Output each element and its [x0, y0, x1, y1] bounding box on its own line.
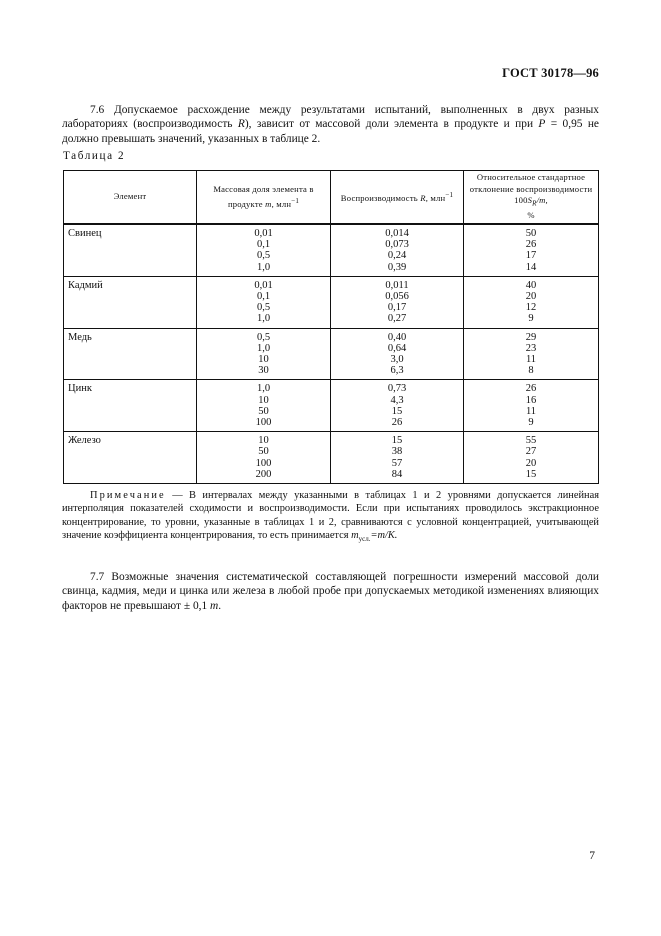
mass-value: 1,0	[256, 261, 271, 273]
cell-repro	[331, 432, 464, 484]
cell-mass	[197, 432, 331, 484]
header-mass-fraction-unit: , млн	[271, 198, 292, 209]
repro-value: 26	[391, 417, 403, 429]
cell-repro	[331, 224, 464, 276]
rsd-value: 16	[525, 394, 537, 406]
cell-rsd	[464, 432, 599, 484]
table-row	[64, 276, 599, 328]
repro-value: 15	[391, 435, 403, 447]
mass-value: 1,0	[256, 313, 271, 325]
mass-value: 50	[258, 446, 269, 458]
table-row	[64, 224, 599, 276]
cell-element: Медь	[64, 328, 197, 380]
repro-value: 38	[391, 446, 403, 458]
cell-repro	[331, 276, 464, 328]
symbol-R: R	[237, 118, 245, 131]
rsd-value: 11	[525, 354, 537, 366]
cell-rsd	[464, 380, 599, 432]
header-mass-fraction	[197, 171, 331, 225]
mass-value: 30	[258, 365, 269, 377]
rsd-value: 27	[525, 446, 537, 458]
symbol-P: P	[538, 118, 546, 131]
header-relative-std	[464, 171, 599, 225]
header-relative-std-unit: %	[527, 210, 535, 221]
rsd-value: 11	[525, 405, 537, 417]
table-row	[64, 328, 599, 380]
table-caption: Таблица 2	[63, 150, 126, 162]
repro-value: 0,73	[387, 383, 407, 395]
mass-value: 0,01	[254, 228, 273, 239]
header-mass-fraction-text: Массовая доля элемента в продукте	[213, 184, 314, 209]
cell-rsd	[464, 224, 599, 276]
symbol-m: m	[210, 599, 219, 612]
mass-value: 1,0	[256, 342, 271, 354]
note-formula-sub: усл.	[358, 535, 371, 544]
mass-value: 0,1	[256, 291, 271, 303]
mass-value: 10	[258, 354, 269, 366]
repro-value: 0,40	[387, 331, 407, 343]
mass-value: 0,01	[254, 279, 273, 291]
repro-value: 57	[391, 457, 403, 469]
repro-value: 0,64	[387, 342, 407, 354]
table-2	[63, 170, 599, 484]
rsd-value: 8	[528, 365, 534, 377]
rsd-value: 9	[528, 313, 534, 325]
repro-value: 15	[391, 405, 403, 417]
page-number: 7	[589, 850, 595, 862]
mass-value: 1,0	[256, 383, 271, 395]
cell-repro	[331, 380, 464, 432]
table-body	[64, 224, 599, 484]
repro-value: 0,014	[385, 228, 409, 239]
header-reproducibility	[331, 171, 464, 225]
note-label: Примечание	[90, 490, 166, 501]
cell-mass	[197, 224, 331, 276]
header-relative-std-sub: R	[532, 199, 537, 208]
mass-value: 0,1	[256, 239, 271, 251]
header-reproducibility-unit: , млн	[425, 192, 446, 203]
cell-rsd	[464, 276, 599, 328]
repro-value: 6,3	[390, 365, 404, 377]
cell-mass	[197, 276, 331, 328]
repro-value: 84	[391, 468, 403, 480]
rsd-value: 20	[525, 457, 537, 469]
cell-repro	[331, 328, 464, 380]
header-relative-std-tail: /m,	[536, 195, 548, 206]
table-row	[64, 432, 599, 484]
repro-value: 0,39	[387, 261, 407, 273]
repro-value: 0,17	[387, 302, 407, 314]
note-formula-m: m	[351, 530, 359, 542]
repro-value: 3,0	[390, 354, 404, 366]
repro-value: 0,056	[385, 291, 409, 303]
rsd-value: 50	[525, 228, 537, 239]
mass-value: 100	[255, 417, 272, 429]
repro-value: 0,011	[385, 279, 409, 291]
mass-value: 200	[255, 468, 272, 480]
repro-value: 0,24	[387, 250, 407, 262]
rsd-value: 23	[525, 342, 537, 354]
repro-value: 0,27	[387, 313, 407, 325]
rsd-value: 20	[525, 291, 537, 303]
header-repro-unit-exponent: −1	[445, 190, 454, 199]
rsd-value: 12	[525, 302, 537, 314]
header-mass-fraction-symbol: m	[265, 198, 272, 209]
header-reproducibility-text: Воспроизводимость	[340, 192, 418, 203]
note-formula-rest: =m/K.	[370, 530, 398, 542]
mass-value: 0,5	[256, 331, 271, 343]
rsd-value: 55	[525, 435, 537, 447]
rsd-value: 17	[525, 250, 537, 262]
rsd-value: 15	[525, 468, 537, 480]
header-element: Элемент	[64, 171, 197, 225]
cell-rsd	[464, 328, 599, 380]
table-header-row	[64, 171, 599, 225]
table-row	[64, 380, 599, 432]
rsd-value: 26	[525, 383, 537, 395]
mass-value: 10	[258, 435, 269, 447]
header-relative-std-text: Относительное стандартное отклонение воспроизводимости 100	[469, 172, 593, 206]
mass-value: 0,5	[256, 302, 271, 314]
paragraph-7-7	[62, 570, 599, 613]
rsd-value: 40	[525, 279, 537, 291]
paragraph-7-6-text-after: = 0,95 не должно превышать значений, указанных в таблице 2.	[62, 118, 599, 145]
note-text: — В интервалах между указанными в таблицах 1 и 2 уровнями допускается линейная интерполяция показателей сходимости и воспроизводимости. Если при испытаниях проводилось экстракционное концентрирование, то уровни, указанные в таблицах 1 и 2, сравниваются с условной концентрацией, учитывающей значение коэффициента концентрирования, то есть принимается	[62, 490, 599, 542]
paragraph-7-7-text: 7.7 Возможные значения систематической составляющей погрешности измерений массовой доли свинца, кадмия, меди и цинка или железа в любой пробе при допускаемых методикой изменениях влияющих факторов не превышают ± 0,1	[62, 571, 599, 612]
document-code: ГОСТ 30178—96	[502, 66, 599, 80]
paragraph-7-6-text-before: 7.6 Допускаемое расхождение между результатами испытаний, выполненных в двух разных лабораториях (воспроизводимость	[62, 104, 599, 131]
repro-value: 4,3	[390, 394, 404, 406]
cell-mass	[197, 380, 331, 432]
mass-value: 50	[258, 405, 269, 417]
mass-value: 100	[255, 457, 272, 469]
rsd-value: 26	[525, 239, 537, 251]
header-reproducibility-symbol: R	[420, 192, 426, 203]
cell-mass	[197, 328, 331, 380]
mass-value: 10	[258, 394, 269, 406]
header-mass-unit-exponent: −1	[291, 196, 300, 205]
mass-value: 0,5	[256, 250, 271, 262]
repro-value: 0,073	[385, 239, 409, 251]
rsd-value: 9	[528, 417, 534, 429]
rsd-value: 29	[525, 331, 537, 343]
paragraph-7-6	[62, 103, 599, 146]
table-note	[62, 489, 599, 547]
cell-element: Кадмий	[64, 276, 197, 328]
cell-element: Цинк	[64, 380, 197, 432]
cell-element: Железо	[64, 432, 197, 484]
rsd-value: 14	[525, 261, 537, 273]
paragraph-7-7-end: .	[218, 599, 222, 612]
paragraph-7-6-text-mid: ), зависит от массовой доли элемента в продукте и при	[244, 118, 539, 131]
cell-element: Свинец	[64, 224, 197, 276]
header-relative-std-symbol: S	[527, 195, 533, 206]
